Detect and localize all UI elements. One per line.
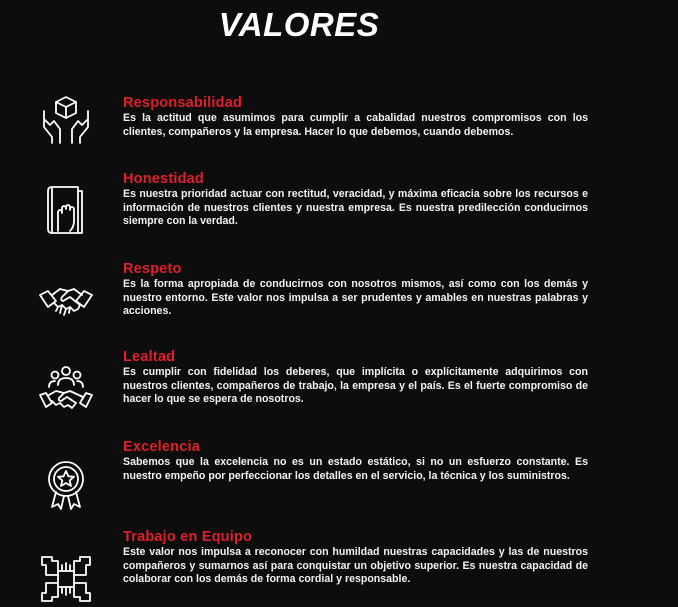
value-heading: Responsabilidad	[123, 95, 243, 111]
team-handshake-icon	[38, 361, 94, 417]
value-description: Es nuestra prioridad actuar con rectitud, veracidad, y máxima eficacia sobre los recursos e información de nuestros clientes y nuestra empresa. Es nuestra predilección conducirnos siempre con la verdad.	[123, 188, 588, 228]
teamwork-hands-icon	[38, 551, 94, 607]
value-heading: Lealtad	[123, 349, 176, 365]
value-heading: Trabajo en Equipo	[123, 529, 253, 545]
page-title: VALORES	[218, 6, 380, 43]
value-description: Es la forma apropiada de conducirnos con nosotros mismos, así como con los demás y nuestro entorno. Este valor nos impulsa a ser prudentes y amables en nuestras palabras y acciones.	[123, 278, 588, 318]
value-description: Es cumplir con fidelidad los deberes, que implícita o explícitamente adquirimos con nuestros clientes, compañeros de trabajo, la empresa y el país. Es el fuerte compromiso de hacer lo que se espera de nosotros.	[123, 366, 588, 406]
value-description: Este valor nos impulsa a reconocer con humildad nuestras capacidades y las de nuestros compañeros y sumarnos así para conquistar un objetivo superior. Es nuestra capacidad de colaborar con los demás de forma cordial y responsable.	[123, 546, 588, 586]
hands-holding-box-icon	[38, 91, 94, 147]
value-heading: Honestidad	[123, 171, 204, 187]
value-heading: Respeto	[123, 261, 182, 277]
value-description: Sabemos que la excelencia no es un estado estático, si no un esfuerzo constante. Es nuestro empeño por perfeccionar los detalles en el servicio, la técnica y los suministros.	[123, 456, 588, 482]
handshake-icon	[38, 273, 94, 329]
hand-on-book-icon	[38, 181, 94, 237]
star-medal-icon	[38, 457, 94, 513]
value-heading: Excelencia	[123, 439, 200, 455]
value-description: Es la actitud que asumimos para cumplir a cabalidad nuestros compromisos con los clientes, compañeros y la empresa. Hacer lo que debemos, cuando debemos.	[123, 112, 588, 138]
